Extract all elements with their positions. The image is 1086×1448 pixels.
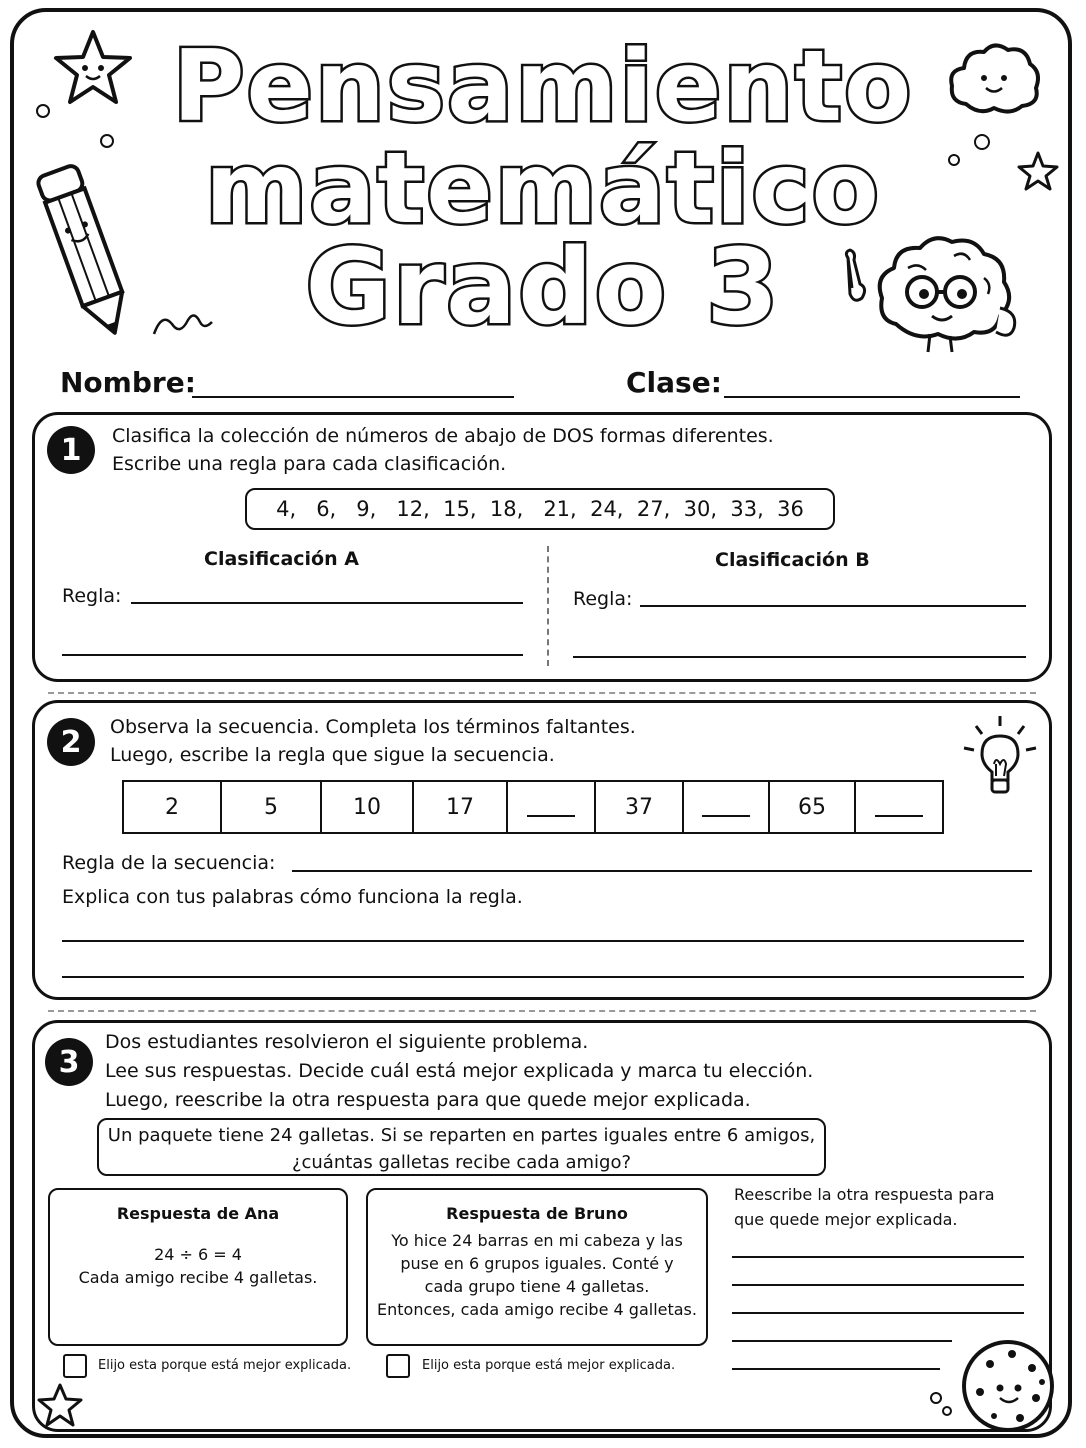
number-item: 6, bbox=[316, 497, 337, 521]
section-separator bbox=[48, 1010, 1036, 1012]
name-label: Nombre: bbox=[60, 366, 196, 399]
rewrite-line-1[interactable] bbox=[732, 1256, 1024, 1258]
explain-label: Explica con tus palabras cómo funciona la regla. bbox=[62, 886, 523, 908]
class-label: Clase: bbox=[626, 366, 722, 399]
number-item: 24, bbox=[590, 497, 624, 521]
lightbulb-icon bbox=[962, 714, 1038, 802]
ana-title: Respuesta de Ana bbox=[116, 1204, 280, 1223]
title-line-3: Grado 3 bbox=[305, 226, 781, 348]
class-field[interactable] bbox=[724, 396, 1020, 398]
number-item: 30, bbox=[683, 497, 718, 521]
cookie-face-icon bbox=[950, 1334, 1062, 1434]
sequence-cell: 65 bbox=[770, 782, 856, 832]
rule-a-line[interactable] bbox=[131, 602, 523, 604]
star-outline-icon bbox=[36, 1382, 84, 1428]
number-item: 27, bbox=[636, 497, 671, 521]
number-item: 18, bbox=[489, 497, 524, 521]
section-2-instruction-2: Luego, escribe la regla que sigue la secuencia. bbox=[110, 744, 555, 766]
ana-line-2: Cada amigo recibe 4 galletas. bbox=[78, 1268, 318, 1287]
rule-b-line-2[interactable] bbox=[573, 656, 1026, 658]
pencil-face-icon bbox=[30, 156, 140, 346]
rewrite-line-4[interactable] bbox=[732, 1340, 952, 1342]
explain-line-1[interactable] bbox=[62, 940, 1024, 942]
sequence-rule-line[interactable] bbox=[292, 870, 1032, 872]
sequence-cell: 2 bbox=[124, 782, 222, 832]
section-2-instruction-1: Observa la secuencia. Completa los términos faltantes. bbox=[110, 716, 636, 738]
bruno-line-4: Entonces, cada amigo recibe 4 galletas. bbox=[377, 1300, 697, 1319]
bruno-title: Respuesta de Bruno bbox=[446, 1204, 628, 1223]
section-3-number: 3 bbox=[45, 1038, 93, 1086]
rule-a-line-2[interactable] bbox=[62, 654, 523, 656]
squiggle-icon bbox=[150, 306, 214, 342]
section-1-instruction-1: Clasifica la colección de números de abajo de DOS formas diferentes. bbox=[112, 425, 774, 447]
brain-glasses-icon bbox=[838, 228, 1028, 356]
choose-ana-label: Elijo esta porque está mejor explicada. bbox=[98, 1358, 352, 1373]
sequence-blank-cell[interactable] bbox=[684, 782, 770, 832]
star-face-icon bbox=[52, 28, 134, 106]
number-item: 36 bbox=[777, 497, 804, 521]
blank-line bbox=[702, 797, 750, 817]
title-line-2: matemático bbox=[205, 132, 881, 246]
bruno-line-1: Yo hice 24 barras en mi cabeza y las bbox=[391, 1231, 683, 1250]
explain-line-2[interactable] bbox=[62, 976, 1024, 978]
title-line-1: Pensamiento bbox=[172, 30, 914, 144]
bruno-line-2: puse en 6 grupos iguales. Conté y bbox=[400, 1254, 674, 1273]
sequence-cell: 5 bbox=[222, 782, 322, 832]
ana-line-1: 24 ÷ 6 = 4 bbox=[154, 1245, 242, 1264]
circle-dot-icon bbox=[946, 152, 962, 168]
section-3-instruction-3: Luego, reescribe la otra respuesta para que quede mejor explicada. bbox=[105, 1089, 751, 1111]
number-item: 4, bbox=[276, 497, 297, 521]
cloud-face-icon bbox=[944, 38, 1044, 118]
problem-line-1: Un paquete tiene 24 galletas. Si se reparten en partes iguales entre 6 amigos, bbox=[107, 1125, 816, 1146]
circle-dot-icon bbox=[98, 132, 116, 150]
blank-line bbox=[875, 797, 923, 817]
choose-bruno-checkbox[interactable] bbox=[386, 1354, 410, 1378]
rewrite-instruction-2: que quede mejor explicada. bbox=[734, 1210, 958, 1229]
sequence-blank-cell[interactable] bbox=[856, 782, 942, 832]
sequence-blank-cell[interactable] bbox=[508, 782, 596, 832]
number-item: 12, bbox=[396, 497, 430, 521]
bruno-answer-box bbox=[366, 1188, 708, 1346]
circle-dot-icon bbox=[972, 132, 992, 152]
choose-ana-checkbox[interactable] bbox=[63, 1354, 87, 1378]
section-3-instruction-1: Dos estudiantes resolvieron el siguiente problema. bbox=[105, 1031, 589, 1053]
sequence-cell: 10 bbox=[322, 782, 414, 832]
circle-dot-icon bbox=[940, 1404, 954, 1418]
number-item: 9, bbox=[356, 497, 377, 521]
sequence-cell: 17 bbox=[414, 782, 508, 832]
name-field[interactable] bbox=[192, 396, 514, 398]
section-2-number: 2 bbox=[47, 718, 95, 766]
section-separator bbox=[48, 692, 1036, 694]
sequence-rule-label: Regla de la secuencia: bbox=[62, 852, 276, 874]
rewrite-line-5[interactable] bbox=[732, 1368, 940, 1370]
problem-box bbox=[97, 1118, 826, 1176]
rewrite-instruction-1: Reescribe la otra respuesta para bbox=[734, 1185, 995, 1204]
rule-b-line[interactable] bbox=[640, 605, 1026, 607]
sequence-cell: 37 bbox=[596, 782, 684, 832]
classification-b-title: Clasificación B bbox=[715, 549, 870, 571]
problem-line-2: ¿cuántas galletas recibe cada amigo? bbox=[291, 1152, 632, 1173]
number-item: 15, bbox=[443, 497, 477, 521]
number-item: 21, bbox=[543, 497, 577, 521]
section-1-instruction-2: Escribe una regla para cada clasificación. bbox=[112, 453, 507, 475]
number-collection bbox=[245, 488, 835, 530]
rewrite-line-3[interactable] bbox=[732, 1312, 1024, 1314]
blank-line bbox=[527, 797, 575, 817]
circle-dot-icon bbox=[34, 102, 52, 120]
bruno-line-3: cada grupo tiene 4 galletas. bbox=[424, 1277, 650, 1296]
rewrite-line-2[interactable] bbox=[732, 1284, 1024, 1286]
star-outline-icon bbox=[1016, 150, 1060, 192]
choose-bruno-label: Elijo esta porque está mejor explicada. bbox=[422, 1358, 676, 1373]
section-3-instruction-2: Lee sus respuestas. Decide cuál está mejor explicada y marca tu elección. bbox=[105, 1060, 814, 1082]
rule-b-label: Regla: bbox=[573, 588, 633, 610]
rule-a-label: Regla: bbox=[62, 585, 122, 607]
sequence-table bbox=[122, 780, 944, 834]
ana-answer-box bbox=[48, 1188, 348, 1346]
section-1-number: 1 bbox=[47, 426, 95, 474]
number-item: 33, bbox=[730, 497, 764, 521]
classification-divider bbox=[547, 546, 549, 666]
classification-a-title: Clasificación A bbox=[204, 548, 359, 570]
